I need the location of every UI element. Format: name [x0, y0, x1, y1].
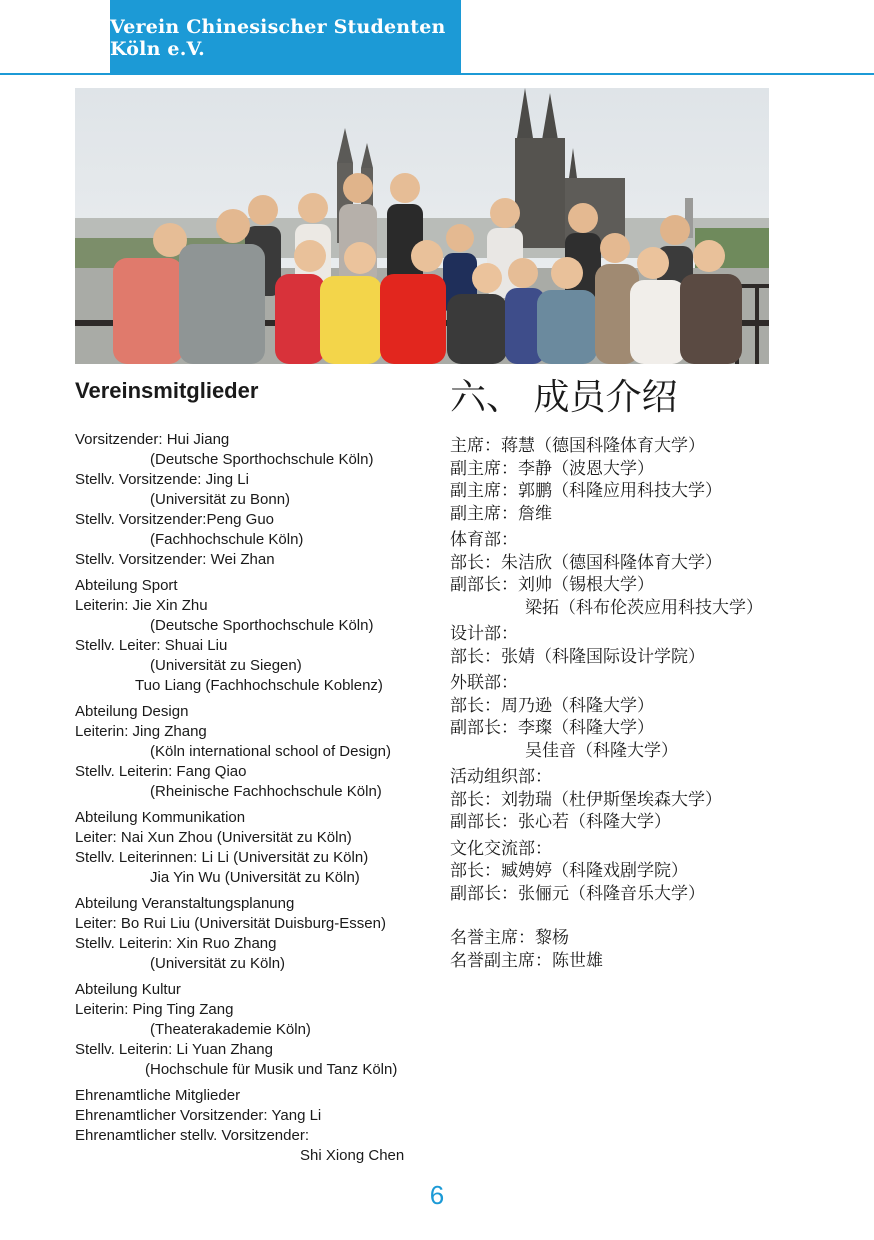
list-item: 副主席：郭鹏（科隆应用科技大学）: [450, 481, 722, 501]
page-number: 6: [429, 1180, 445, 1210]
list-item: 副主席：李静（波恩大学）: [450, 458, 654, 479]
list-item: 名誉主席：黎杨: [450, 928, 569, 948]
list-item: Vorsitzender: Hui Jiang: [75, 431, 230, 448]
list-item: Stellv. Leiterinnen: Li Li (Universität zu Köln): [75, 849, 369, 866]
department-heading: 外联部：: [450, 673, 518, 693]
list-item: Leiter: Bo Rui Liu (Universität Duisburg-Essen): [75, 915, 386, 932]
department-heading: 设计部：: [450, 624, 518, 644]
list-item: (Deutsche Sporthochschule Köln): [150, 617, 374, 634]
chinese-member-list: [450, 376, 850, 972]
department-heading: Ehrenamtliche Mitglieder: [75, 1087, 241, 1104]
list-item: 名誉副主席：陈世雄: [450, 950, 603, 971]
list-item: (Universität zu Siegen): [150, 657, 302, 674]
header-title: Verein Chinesischer Studenten Köln e.V.: [110, 0, 461, 75]
german-member-list: [75, 376, 435, 1166]
list-item: 主席：蒋慧（德国科隆体育大学）: [450, 436, 705, 456]
list-item: Stellv. Leiterin: Xin Ruo Zhang: [75, 935, 277, 952]
department-heading: 活动组织部：: [450, 767, 552, 787]
list-item: Leiterin: Jie Xin Zhu: [75, 597, 208, 614]
chinese-section-title: 六、 成员介绍: [450, 377, 678, 418]
list-item: (Rheinische Fachhochschule Köln): [150, 783, 382, 800]
list-item: Stellv. Leiter: Shuai Liu: [75, 637, 228, 654]
department-heading: Abteilung Design: [75, 703, 189, 720]
list-item: Stellv. Leiterin: Li Yuan Zhang: [75, 1041, 273, 1058]
list-item: 副部长：张心若（科隆大学）: [450, 812, 671, 832]
list-item: (Universität zu Köln): [150, 955, 286, 972]
list-item: Leiterin: Ping Ting Zang: [75, 1001, 234, 1018]
group-photo: [75, 88, 769, 364]
list-item: (Deutsche Sporthochschule Köln): [150, 451, 374, 468]
department-heading: 文化交流部：: [450, 838, 552, 859]
list-item: (Fachhochschule Köln): [150, 531, 304, 548]
list-item: Stellv. Vorsitzender: Wei Zhan: [75, 551, 275, 568]
list-item: Jia Yin Wu (Universität zu Köln): [150, 869, 360, 886]
list-item: (Köln international school of Design): [150, 743, 391, 760]
list-item: Leiterin: Jing Zhang: [75, 723, 207, 740]
list-item: Shi Xiong Chen: [300, 1147, 405, 1164]
list-item: 副部长：张俪元（科隆音乐大学）: [450, 883, 705, 904]
department-heading: 体育部：: [450, 530, 518, 550]
list-item: 部长：臧娉婷（科隆戏剧学院）: [450, 861, 688, 881]
list-item: (Hochschule für Musik und Tanz Köln): [145, 1061, 398, 1078]
list-item: Ehrenamtlicher Vorsitzender: Yang Li: [75, 1107, 322, 1124]
list-item: 副主席：詹维: [450, 503, 552, 524]
list-item: Leiter: Nai Xun Zhou (Universität zu Köln): [75, 829, 352, 846]
list-item: Ehrenamtlicher stellv. Vorsitzender:: [75, 1127, 309, 1144]
department-heading: Abteilung Sport: [75, 577, 178, 594]
list-item: 副部长：刘帅（锡根大学）: [450, 575, 654, 595]
list-item: Stellv. Vorsitzender:Peng Guo: [75, 511, 274, 528]
list-item: Stellv. Leiterin: Fang Qiao: [75, 763, 247, 780]
list-item: 部长：朱洁欣（德国科隆体育大学）: [450, 552, 722, 573]
list-item: 部长：刘勃瑞（杜伊斯堡埃森大学）: [450, 789, 722, 810]
german-section-title: Vereinsmitglieder: [75, 378, 259, 403]
list-item: 副部长：李璨（科隆大学）: [450, 718, 654, 738]
list-item: 梁拓（科布伦茨应用科技大学）: [525, 597, 763, 618]
list-item: 部长：张婧（科隆国际设计学院）: [450, 646, 705, 667]
list-item: 吴佳音（科隆大学）: [525, 740, 678, 761]
list-item: 部长：周乃逊（科隆大学）: [450, 695, 654, 716]
department-heading: Abteilung Kommunikation: [75, 809, 246, 826]
department-heading: Abteilung Kultur: [75, 981, 181, 998]
department-heading: Abteilung Veranstaltungsplanung: [75, 895, 295, 912]
list-item: Tuo Liang (Fachhochschule Koblenz): [135, 677, 383, 694]
list-item: (Universität zu Bonn): [150, 491, 291, 508]
list-item: (Theaterakademie Köln): [150, 1021, 311, 1038]
list-item: Stellv. Vorsitzende: Jing Li: [75, 471, 249, 488]
